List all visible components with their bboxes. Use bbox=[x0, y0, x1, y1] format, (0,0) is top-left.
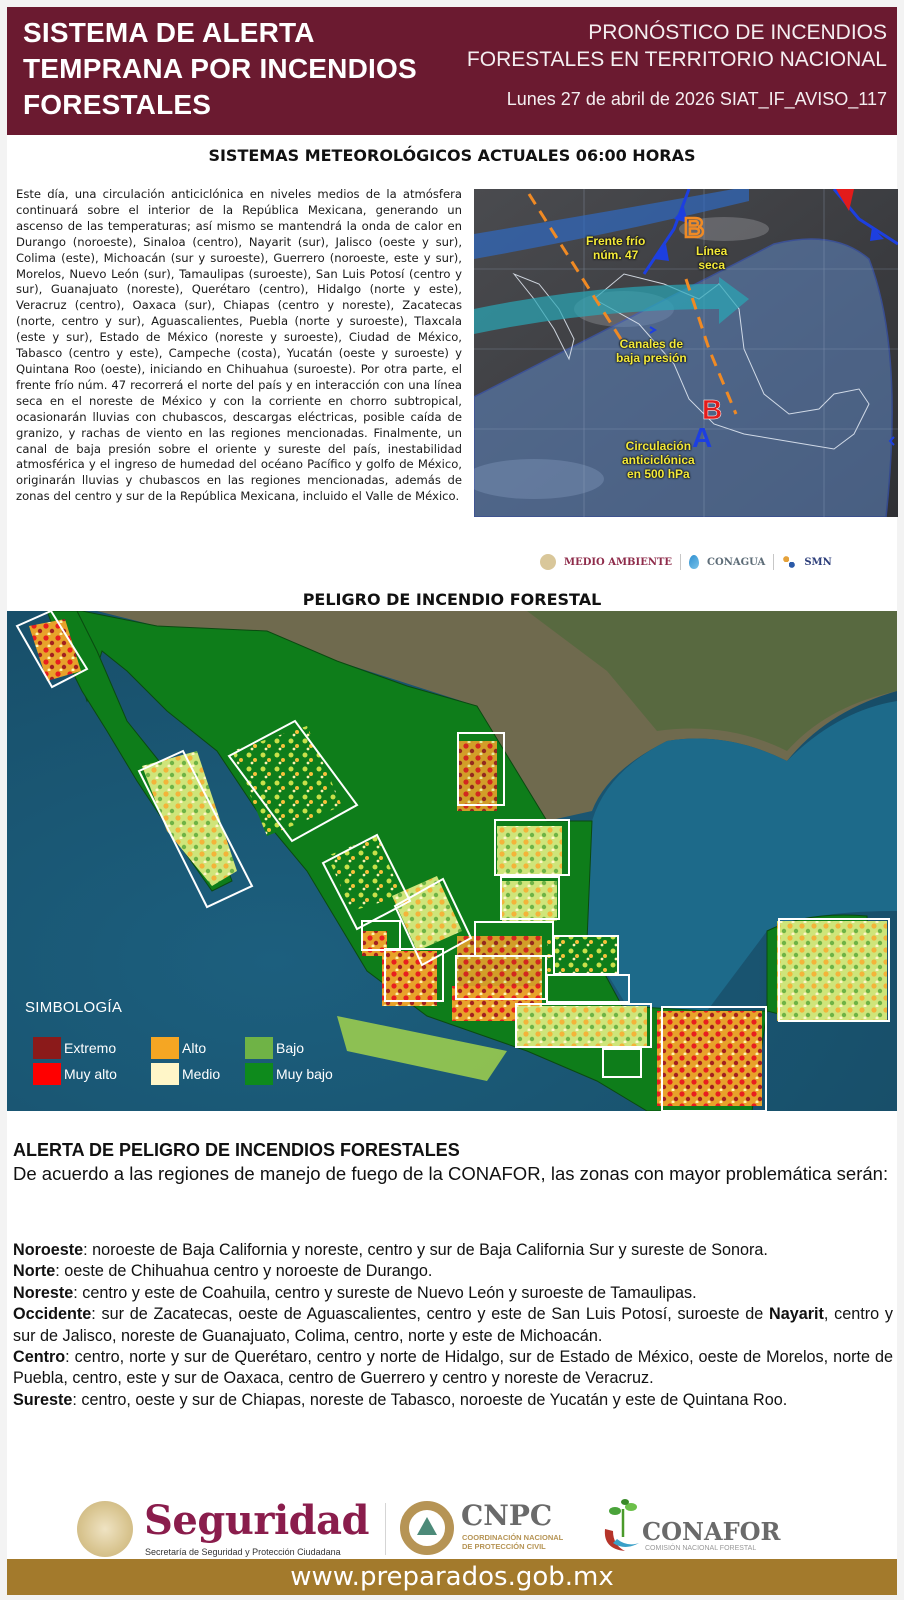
swatch-bajo bbox=[245, 1037, 273, 1059]
logo-conafor-subtitle: COMISIÓN NACIONAL FORESTAL bbox=[645, 1545, 757, 1552]
meteo-paragraph: Este día, una circulación anticiclónica en niveles medios de la atmósfera continuará sobre el interior de la República Mexicana, generando un ascenso de las temperaturas; así mismo se mantendrá la onda de calor en Durango (noroeste), Sinaloa (centro), Nayarit (sur), Jalisco (oeste y sur), Colima (este), Michoacán (sur y suroeste), Guerrero (noroeste, este y sur), Morelos, Nuevo León (sur), Tamaulipas (suroeste), San Luis Potosí (centro y sur), Guanajuato (noreste), Querétaro (centro), Hidalgo (norte y este), Veracruz (centro), Oaxaca (sur), Chiapas (centro y noreste), Zacatecas (norte, centro y sur), Aguascalientes, Puebla (norte y suroeste), Tlaxcala (este y sur), Estado de México (noreste y suroeste), Ciudad de México, Tabasco (centro y este), Campeche (costa), Yucatán (oeste y suroeste) y Quintana Roo (oeste), iniciando en Chihuahua (suroeste). Por otra parte, el frente frío núm. 47 recorrerá el norte del país y en interacción con una línea seca en el noreste de México y con la corriente en chorro subtropical, ocasionarán lluvias con chubascos, descargas eléctricas, posible caída de granizo, y rachas de viento en las regiones mencionadas. Finalmente, un canal de baja presión sobre el oriente y sureste del país, inestabilidad atmosférica y el ingreso de humedad del océano Pacífico y golfo de México, originarán lluvias y chubascos en las regiones mencionadas, además de zonas del centro y sur de la República Mexicana, incluido el Valle de México. bbox=[16, 187, 462, 504]
water-drop-icon bbox=[689, 555, 699, 569]
logo-cnpc: CNPC bbox=[461, 1499, 553, 1532]
low-pressure-orange: B bbox=[684, 212, 705, 243]
logo-seguridad: Seguridad bbox=[144, 1497, 370, 1544]
legend-item-alto: Alto bbox=[151, 1037, 206, 1059]
smn-mark-icon bbox=[782, 555, 796, 569]
swatch-muy-bajo bbox=[245, 1063, 273, 1085]
low-pressure-red: B bbox=[702, 394, 723, 425]
legend-item-muy-alto: Muy alto bbox=[33, 1063, 117, 1085]
satellite-map bbox=[474, 189, 898, 517]
title-line: FORESTALES bbox=[23, 89, 212, 120]
footer-url-link[interactable]: www.preparados.gob.mx bbox=[7, 1559, 897, 1595]
institution-logos bbox=[7, 1497, 897, 1561]
logo-smn: SMN bbox=[804, 556, 832, 568]
alert-intro: De acuerdo a las regiones de manejo de fuego de la CONAFOR, las zonas con mayor problemática serán: bbox=[13, 1163, 889, 1184]
region-sureste: Sureste: centro, oeste y sur de Chiapas, noreste de Tabasco, noroeste de Yucatán y este de Quintana Roo. bbox=[13, 1390, 788, 1409]
swatch-medio bbox=[151, 1063, 179, 1085]
divider bbox=[385, 1503, 386, 1555]
title-line: SISTEMA DE ALERTA bbox=[23, 17, 315, 48]
subtitle-line: PRONÓSTICO DE INCENDIOS bbox=[588, 21, 887, 44]
bulletin-page bbox=[7, 7, 897, 1595]
fire-danger-map-graphic bbox=[7, 611, 897, 1111]
subtitle-line: FORESTALES EN TERRITORIO NACIONAL bbox=[466, 48, 887, 71]
logo-cnpc-subtitle: COORDINACIÓN NACIONAL DE PROTECCIÓN CIVIL bbox=[462, 1533, 564, 1551]
label-linea-seca: Línea seca bbox=[696, 244, 728, 272]
legend-item-bajo: Bajo bbox=[245, 1037, 304, 1059]
region-noreste: Noreste: centro y este de Coahuila, centro y sureste de Nuevo León y suroeste de Tamaulipas. bbox=[13, 1283, 697, 1302]
region-centro: Centro: centro, norte y sur de Querétaro, centro y norte de Hidalgo, sur de Estado de México, oeste de Morelos, norte de Puebla, centro, este y sur de Oaxaca, centro de Guerrero y centro y noreste de Veracruz. bbox=[13, 1348, 893, 1388]
mexico-seal-icon bbox=[540, 554, 556, 570]
high-pressure-mark: A bbox=[692, 422, 713, 453]
label-frente-frio: Frente frío núm. 47 bbox=[586, 234, 646, 262]
logo-conagua: CONAGUA bbox=[707, 556, 766, 568]
swatch-extremo bbox=[33, 1037, 61, 1059]
swatch-alto bbox=[151, 1037, 179, 1059]
alert-regions bbox=[13, 1240, 893, 1411]
region-noroeste: Noroeste: noroeste de Baja California y noreste, centro y sur de Baja California Sur y sureste de Sonora. bbox=[13, 1241, 768, 1259]
region-norte: Norte: oeste de Chihuahua centro y noroeste de Durango. bbox=[13, 1262, 433, 1281]
meteo-heading: SISTEMAS METEOROLÓGICOS ACTUALES 06:00 HORAS bbox=[208, 146, 696, 165]
logo-seguridad-subtitle: Secretaría de Seguridad y Protección Ciudadana bbox=[145, 1547, 341, 1557]
mexico-coat-of-arms-icon bbox=[77, 1501, 133, 1557]
divider bbox=[773, 554, 774, 570]
label-canales-baja-presion: Canales de baja presión bbox=[616, 337, 687, 365]
fire-map-heading: PELIGRO DE INCENDIO FORESTAL bbox=[302, 590, 602, 609]
divider bbox=[680, 554, 681, 570]
logo-conafor: CONAFOR bbox=[642, 1517, 781, 1546]
swatch-muy-alto bbox=[33, 1063, 61, 1085]
legend-item-medio: Medio bbox=[151, 1063, 220, 1085]
header-banner bbox=[7, 7, 897, 135]
legend-item-muy-bajo: Muy bajo bbox=[245, 1063, 333, 1085]
label-circulacion-anticiclonica: Circulación anticiclónica en 500 hPa bbox=[622, 439, 695, 481]
system-title bbox=[23, 15, 417, 123]
title-line: TEMPRANA POR INCENDIOS bbox=[23, 53, 417, 84]
meteo-agency-logos bbox=[540, 551, 832, 573]
logo-medio-ambiente: MEDIO AMBIENTE bbox=[564, 556, 673, 568]
region-occidente: Occidente: sur de Zacatecas, oeste de Aguascalientes, centro y este de San Luis Potosí, suroeste de Nayarit, centro y sur de Jalisco, noreste de Guanajuato, Colima, centro, norte y este de Michoacán. bbox=[13, 1305, 893, 1345]
bulletin-date: Lunes 27 de abril de 2026 SIAT_IF_AVISO_117 bbox=[506, 89, 887, 109]
fire-danger-map bbox=[7, 611, 897, 1111]
forecast-subtitle bbox=[467, 19, 887, 73]
cnpc-triangle-icon bbox=[417, 1517, 437, 1535]
legend-title: SIMBOLOGÍA bbox=[25, 999, 123, 1016]
legend-item-extremo: Extremo bbox=[33, 1037, 116, 1059]
alert-title: ALERTA DE PELIGRO DE INCENDIOS FORESTALES bbox=[13, 1140, 460, 1160]
